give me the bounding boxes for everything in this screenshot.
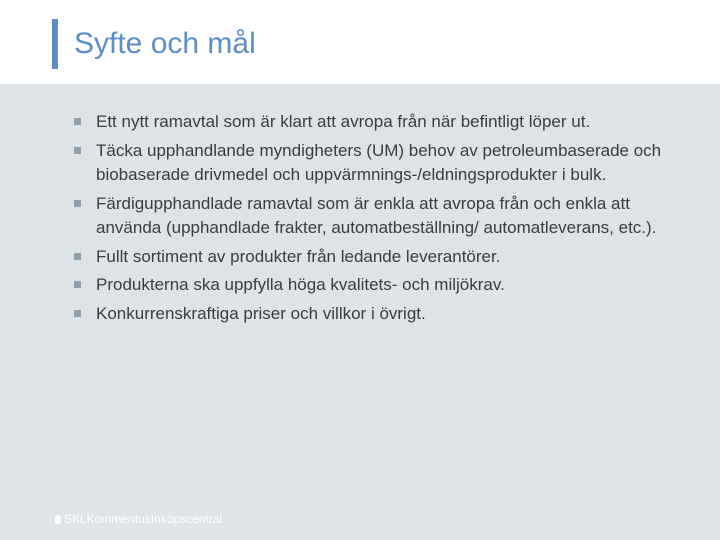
logo-mark-icon [55,515,61,524]
square-bullet-icon [74,147,81,154]
bullet-item [74,302,674,327]
title-area [0,0,720,84]
bullet-text: Ett nytt ramavtal som är klart att avropa från när befintligt löper ut. [96,112,591,131]
square-bullet-icon [74,310,81,317]
bullet-text: Produkterna ska uppfylla höga kvalitets- och miljökrav. [96,275,505,294]
bullet-text: Fullt sortiment av produkter från ledande leverantörer. [96,246,501,266]
bullet-text: Konkurrenskraftiga priser och villkor i övrigt. [96,303,426,323]
square-bullet-icon [74,200,81,207]
footer-logo [55,512,222,526]
bullet-list [74,110,674,330]
bullet-item [74,192,674,241]
bullet-item [74,110,674,135]
square-bullet-icon [74,118,81,125]
square-bullet-icon [74,253,81,260]
content-area [0,84,720,540]
bullet-text: Färdigupphandlade ramavtal som är enkla att avropa från och enkla att använda (upphandlade frakter, automatbeställning/ automatleverans, etc.). [96,193,657,237]
square-bullet-icon [74,281,81,288]
bullet-text: Täcka upphandlande myndigheters (UM) behov av petroleumbaserade och biobaserade drivmedel och uppvärmnings-/eldningsprodukter i bulk. [96,140,662,184]
footer-logo-text: SKLKommentusInköpscentral [64,512,223,526]
bullet-item [74,273,674,298]
bullet-item [74,245,674,270]
title-accent-bar [52,19,58,69]
bullet-item [74,139,674,188]
slide-title: Syfte och mål [74,27,256,60]
